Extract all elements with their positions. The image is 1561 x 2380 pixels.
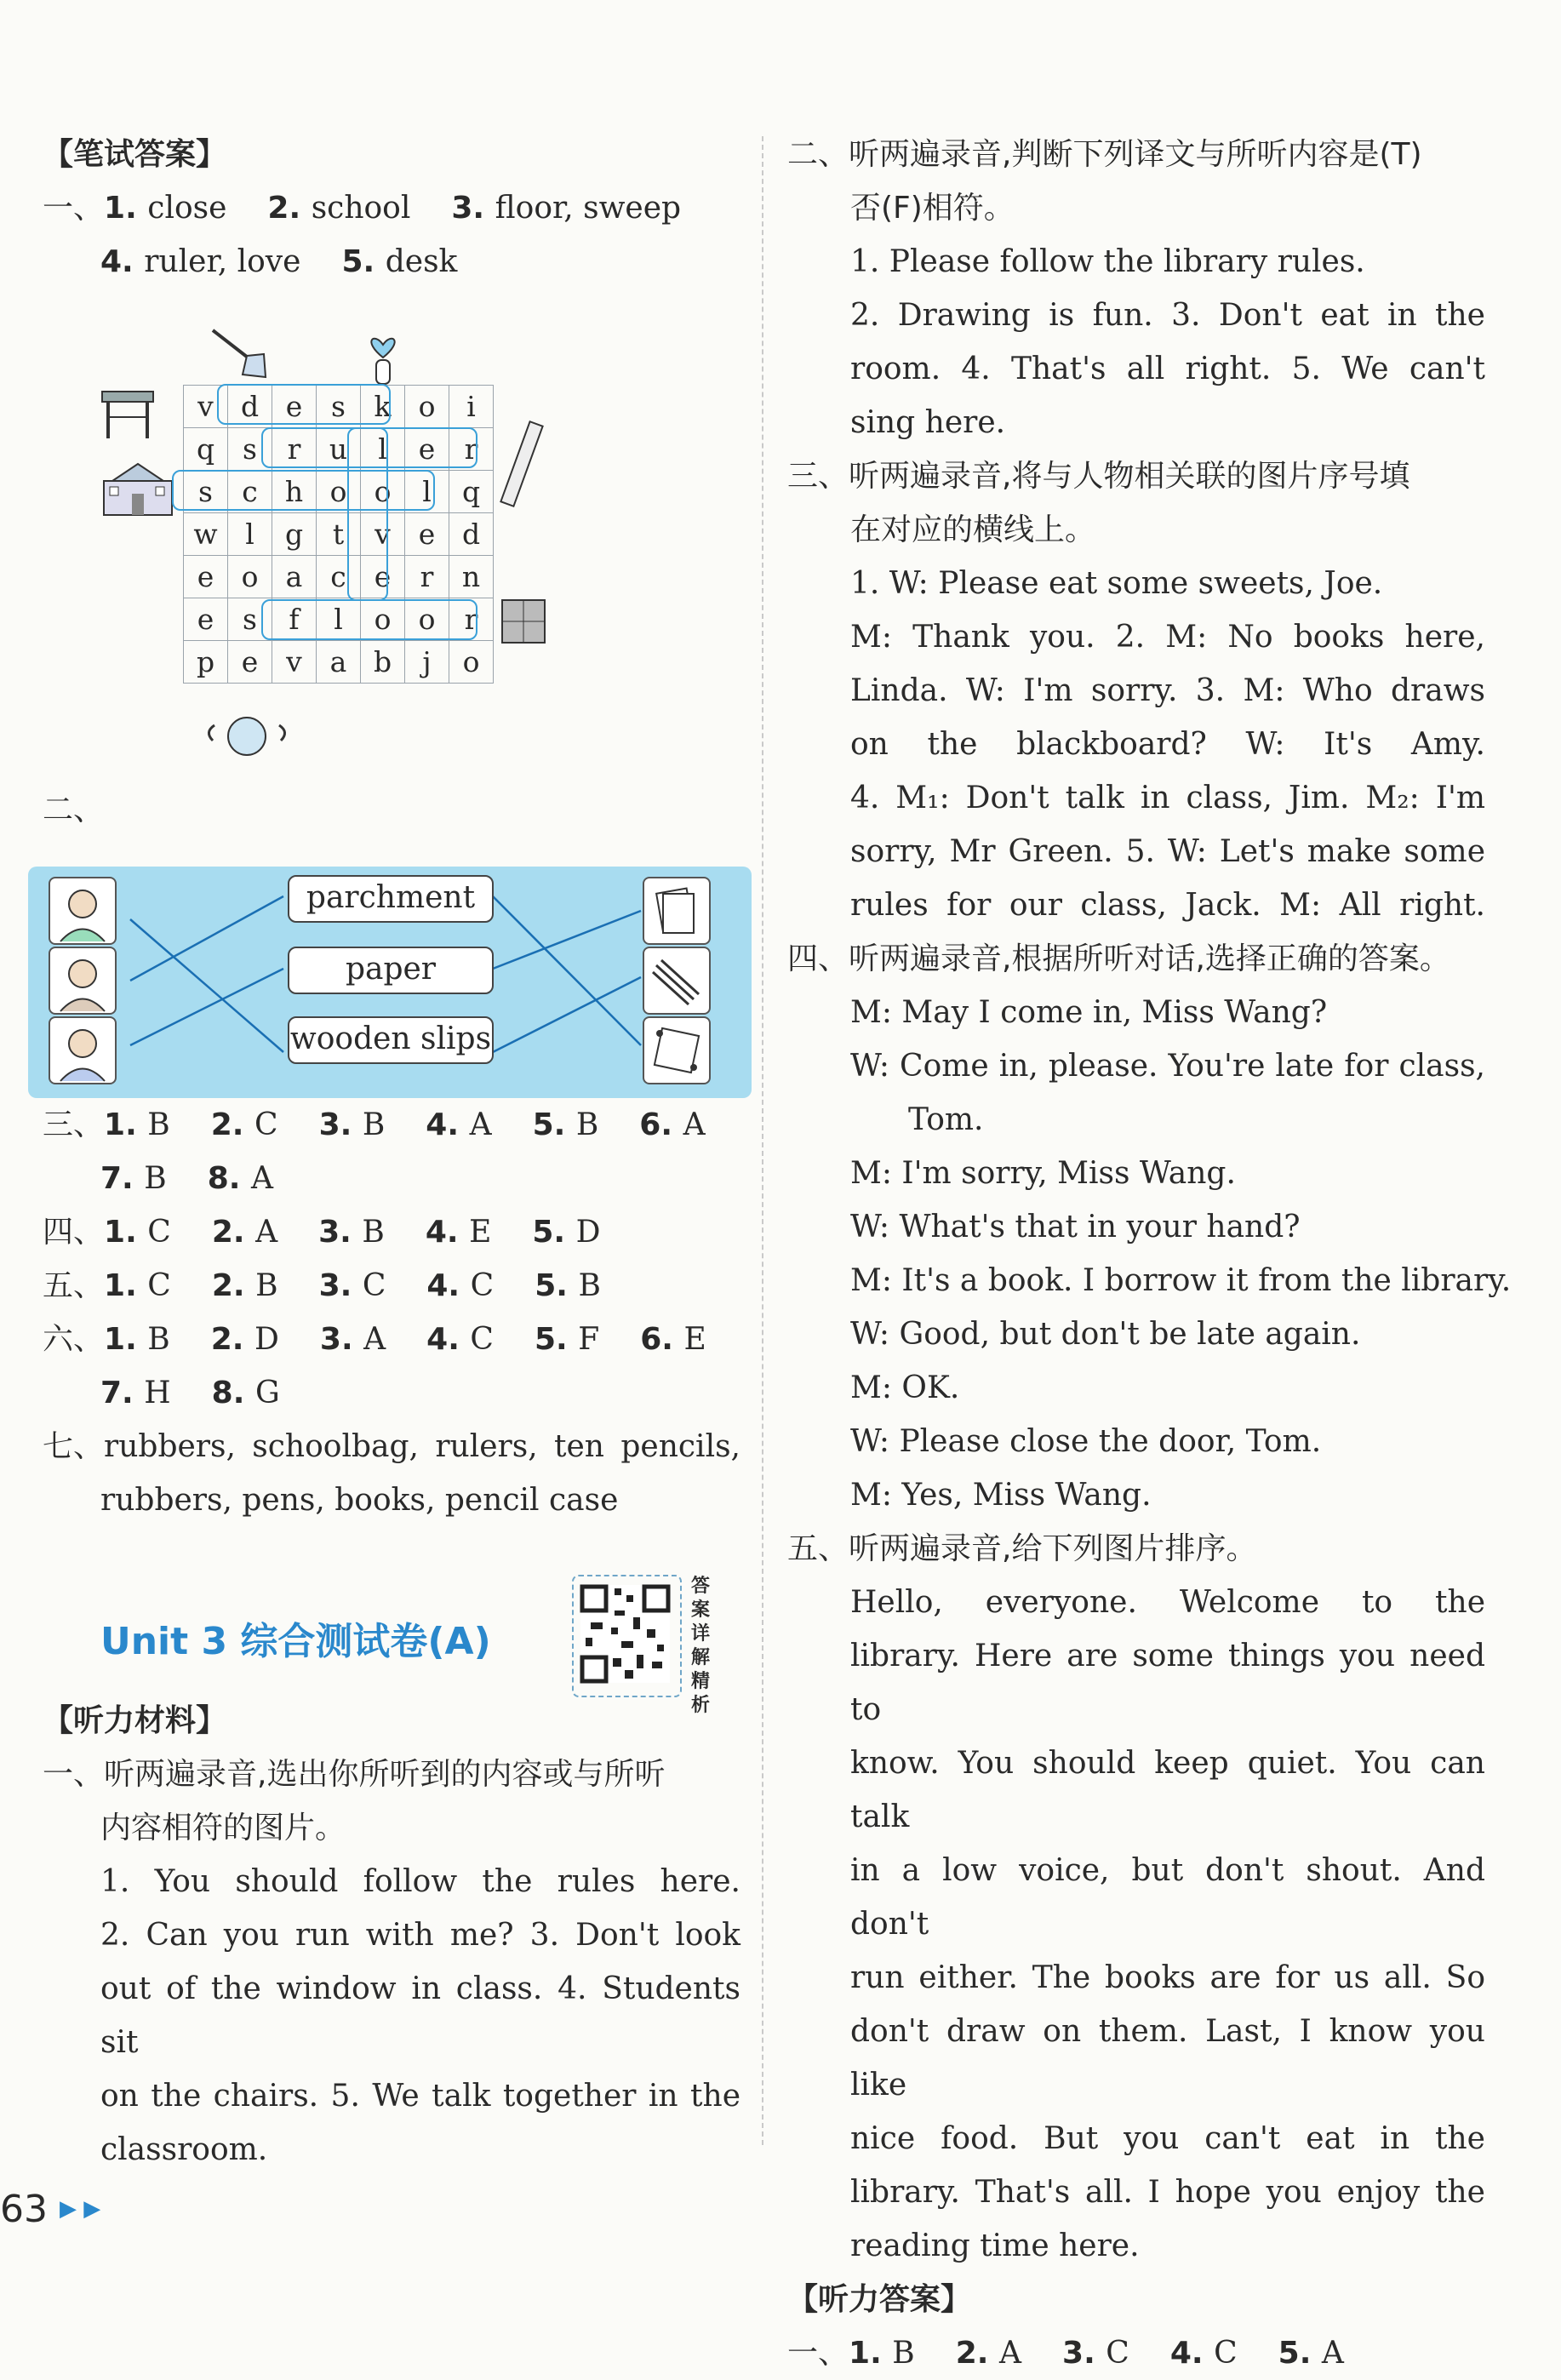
answer-number: 3. (319, 1322, 364, 1357)
answer-item (426, 1215, 492, 1250)
l3-heading-1: 三、听两遍录音,将与人物相关联的图片序号填 (787, 459, 1410, 494)
answer-number: 7. (100, 1376, 145, 1410)
ruler-icon (498, 417, 549, 511)
answer-value: E (683, 1322, 706, 1357)
answer-number: 1. (104, 1322, 148, 1357)
l2-heading-2: 否(F)相符。 (850, 191, 1015, 226)
answer-value: D (575, 1215, 601, 1250)
answer-value: C (147, 1268, 171, 1303)
answer-number: 5. (341, 244, 386, 279)
text-line: sorry, Mr Green. 5. W: Let's make some (850, 834, 1485, 869)
answer-value: B (144, 1161, 167, 1196)
l3-heading-2: 在对应的横线上。 (850, 512, 1096, 547)
answer-value: B (362, 1107, 386, 1142)
answer-value: B (255, 1268, 278, 1303)
q2-prefix: 二、 (43, 792, 105, 827)
l5-lines (787, 1576, 1485, 2273)
grid-row (184, 641, 494, 684)
written-answers-title: 【笔试答案】 (43, 137, 227, 172)
answer-item (319, 1107, 386, 1142)
answer-value: C (1106, 2336, 1129, 2371)
answer-number: 2. (955, 2336, 1000, 2371)
answer-item (211, 1107, 278, 1142)
qr-code[interactable] (572, 1575, 682, 1697)
l2-heading-1: 二、听两遍录音,判断下列译文与所听内容是(T) (787, 137, 1422, 172)
answer-value: A (255, 1215, 278, 1250)
ancient-scribe-picture (49, 947, 117, 1015)
text-line: library. That's all. I hope you enjoy the (850, 2175, 1485, 2210)
grid-cell: p (184, 641, 228, 684)
highlight-love (347, 427, 388, 601)
q6-line2 (43, 1366, 740, 1420)
parchment-scroll-picture (643, 1016, 711, 1084)
grid-cell: r (405, 556, 449, 598)
text-line: run either. The books are for us all. So (850, 1960, 1485, 1995)
left-answers-block (43, 1098, 740, 1527)
text-line: on the blackboard? W: It's Amy. (850, 727, 1485, 762)
matching-exercise (28, 867, 752, 1098)
q3-line2 (43, 1152, 740, 1205)
answer-number: 2. (211, 1215, 256, 1250)
text-line: room. 4. That's all right. 5. We can't (850, 352, 1485, 386)
answer-value: C (147, 1215, 171, 1250)
answer-item (320, 1322, 386, 1357)
text-line: 2. Can you run with me? 3. Don't look (100, 1918, 740, 1953)
l3-lines (787, 557, 1485, 932)
grid-cell: o (405, 598, 449, 641)
q3-line1: 三、1. B 2. C 3. B 4. A 5. B 6. A (43, 1107, 706, 1142)
answer-value: A (999, 2336, 1022, 2371)
answer-item (956, 2336, 1021, 2371)
grid-cell: v (361, 513, 405, 556)
text-line: in a low voice, but don't shout. And don't (850, 1853, 1485, 1942)
grid-cell: h (272, 471, 317, 513)
l1-heading-2: 内容相符的图片。 (100, 1811, 346, 1845)
answer-value: ruler, love (144, 244, 301, 279)
grid-cell: k (361, 386, 405, 428)
answer-value: desk (385, 244, 458, 279)
answer-item (640, 1322, 706, 1357)
grid-cell: d (228, 386, 272, 428)
text-line: M: Thank you. 2. M: No books here, (850, 620, 1485, 655)
answer-number: 5. (535, 1268, 579, 1303)
grid-cell: f (272, 598, 317, 641)
text-line: library. Here are some things you need to (850, 1639, 1485, 1727)
answer-value: B (578, 1268, 601, 1303)
word-search-puzzle (140, 255, 600, 775)
answer-number: 5. (1278, 2336, 1322, 2371)
text-line: know. You should keep quiet. You can talk (850, 1746, 1485, 1834)
grid-row (184, 513, 494, 556)
grid-cell: c (228, 471, 272, 513)
answer-item (533, 1107, 599, 1142)
answer-value: C (254, 1107, 278, 1142)
text-line: M: May I come in, Miss Wang? (850, 995, 1328, 1030)
answer-number: 3. (318, 1268, 363, 1303)
answer-item (535, 1268, 601, 1303)
answer-value: B (147, 1322, 170, 1357)
text-line: W: Please close the door, Tom. (850, 1424, 1322, 1459)
school-icon (100, 460, 176, 519)
word-parchment: parchment (288, 875, 494, 923)
answer-value: B (892, 2336, 915, 2371)
grid-cell: o (361, 471, 405, 513)
qr-label: 答案详解精析 (691, 1576, 711, 1716)
word-wooden-slips: wooden slips (288, 1016, 494, 1064)
text-line: 1. W: Please eat some sweets, Joe. (850, 566, 1383, 601)
answer-value: F (578, 1322, 600, 1357)
text-line: don't draw on them. Last, I know you like (850, 2014, 1485, 2103)
grid-cell: v (272, 641, 317, 684)
answer-item (849, 2336, 915, 2371)
unit-title: Unit 3 综合测试卷(A) (100, 1620, 491, 1663)
answer-value: C (1214, 2336, 1238, 2371)
text-line: Linda. W: I'm sorry. 3. M: Who draws (850, 673, 1485, 708)
answer-number: 4. (426, 1268, 471, 1303)
grid-cell: o (405, 386, 449, 428)
answer-number: 4. (1169, 2336, 1215, 2371)
answer-number: 3. (451, 191, 495, 226)
grid-cell: a (317, 641, 361, 684)
grid-cell: c (317, 556, 361, 598)
answer-item (100, 1376, 171, 1410)
answer-item (426, 1107, 491, 1142)
grid-cell: g (272, 513, 317, 556)
answer-item (104, 1107, 170, 1142)
grid-cell: s (228, 598, 272, 641)
grid-cell: j (405, 641, 449, 684)
answer-number: 6. (639, 1107, 683, 1142)
answer-number: 4. (100, 244, 145, 279)
text-line: M: I'm sorry, Miss Wang. (850, 1156, 1236, 1191)
grid-cell: q (184, 428, 228, 471)
text-line: M: It's a book. I borrow it from the library. (850, 1263, 1512, 1298)
answer-item (639, 1107, 705, 1142)
answer-number: 2. (267, 191, 312, 226)
answer-number: 1. (104, 1215, 148, 1250)
answer-value: A (1321, 2336, 1344, 2371)
answer-item (212, 1376, 280, 1410)
grid-cell: i (449, 386, 494, 428)
grid-cell: v (184, 386, 228, 428)
answer-value: C (470, 1268, 495, 1303)
paper-sheets-picture (643, 877, 711, 945)
answer-value: A (683, 1107, 706, 1142)
q7-line1: 七、 rubbers, schoolbag, rulers, ten pencils, (43, 1429, 740, 1464)
answer-value: H (144, 1376, 171, 1410)
answer-item (208, 1161, 273, 1196)
grid-cell: e (405, 513, 449, 556)
floor-tile-icon (498, 596, 549, 647)
bamboo-slips-picture (643, 947, 711, 1015)
answer-number: 4. (426, 1322, 471, 1357)
grid-cell: b (361, 641, 405, 684)
text-line: Hello, everyone. Welcome to the (850, 1585, 1485, 1620)
text-line: 1. Please follow the library rules. (850, 244, 1365, 279)
grid-cell: r (272, 428, 317, 471)
answer-number: 5. (534, 1322, 579, 1357)
answer-item (104, 191, 226, 226)
answer-value: A (363, 1322, 386, 1357)
answer-item (211, 1322, 279, 1357)
grid-cell: a (272, 556, 317, 598)
q6-line1: 六、1. B 2. D 3. A 4. C 5. F 6. E (43, 1322, 706, 1357)
grid-cell: e (361, 556, 405, 598)
grid-row (184, 556, 494, 598)
answer-value: G (254, 1376, 280, 1410)
answer-number: 4. (426, 1107, 470, 1142)
grid-cell: s (228, 428, 272, 471)
l1-lines (43, 1855, 740, 2177)
text-line: 4. M₁: Don't talk in class, Jim. M₂: I'm (850, 781, 1485, 815)
answer-value: A (469, 1107, 492, 1142)
text-line: on the chairs. 5. We talk together in the (100, 2079, 740, 2114)
heart-hand-icon (357, 328, 409, 387)
answer-item (1062, 2336, 1129, 2371)
answer-item (451, 191, 681, 226)
answer-item (319, 1268, 386, 1303)
answer-item (104, 1322, 170, 1357)
grid-cell: r (449, 428, 494, 471)
answer-item (426, 1322, 494, 1357)
text-line: reading time here. (850, 2228, 1140, 2263)
answer-value: A (251, 1161, 273, 1196)
grid-cell: d (449, 513, 494, 556)
answer-item (1170, 2336, 1238, 2371)
answer-value: C (362, 1268, 386, 1303)
text-line: W: Good, but don't be late again. (850, 1317, 1361, 1352)
answer-value: close (147, 191, 227, 226)
answer-item (100, 1161, 167, 1196)
grid-cell: l (228, 513, 272, 556)
q4-line1: 四、1. C 2. A 3. B 4. E 5. D (43, 1215, 601, 1250)
answer-item (426, 1268, 494, 1303)
text-line: 1. You should follow the rules here. (100, 1864, 740, 1899)
broom-icon (204, 322, 272, 381)
answer-number: 2. (210, 1107, 255, 1142)
highlight-school (172, 470, 435, 511)
listening-title: 【听力材料】 (43, 1703, 227, 1738)
answer-value: school (311, 191, 411, 226)
text-line: nice food. But you can't eat in the (850, 2121, 1485, 2156)
grid-cell: l (361, 428, 405, 471)
text-line: sing here. (850, 405, 1006, 440)
l4-heading: 四、听两遍录音,根据所听对话,选择正确的答案。 (787, 941, 1450, 976)
grid-cell: w (184, 513, 228, 556)
answer-number: 8. (211, 1376, 255, 1410)
grid-cell: r (449, 598, 494, 641)
grid-cell: e (184, 598, 228, 641)
q1-line1: 一、1. close 2. school 3. floor, sweep (43, 191, 682, 226)
l5-heading: 五、听两遍录音,给下列图片排序。 (787, 1531, 1257, 1566)
grid-cell: o (228, 556, 272, 598)
text-line: 2. Drawing is fun. 3. Don't eat in the (850, 298, 1485, 333)
grid-cell: o (317, 471, 361, 513)
text-line: classroom. (100, 2132, 268, 2167)
answer-value: D (254, 1322, 279, 1357)
right-column (787, 128, 1512, 2380)
answer-value: B (362, 1215, 385, 1250)
qr-code-icon (574, 1576, 677, 1692)
grid-cell: o (361, 598, 405, 641)
ancient-writer-picture (49, 1016, 117, 1084)
grid-cell: e (228, 641, 272, 684)
answer-value: E (469, 1215, 492, 1250)
q5-line1: 五、1. C 2. B 3. C 4. C 5. B (43, 1268, 601, 1303)
answer-value: B (575, 1107, 599, 1142)
text-line: out of the window in class. 4. Students sit (100, 1971, 740, 2060)
highlight-desk (217, 384, 391, 425)
grid-cell: n (449, 556, 494, 598)
answer-item (212, 1268, 278, 1303)
answer-number: 3. (318, 1215, 363, 1250)
text-line: M: OK. (850, 1370, 960, 1405)
word-paper: paper (288, 947, 494, 994)
answer-value: floor, sweep (495, 191, 682, 226)
q7-line2: rubbers, pens, books, pencil case (100, 1483, 619, 1518)
answer-number: 1. (104, 191, 148, 226)
answer-item (104, 1268, 171, 1303)
grid-cell: q (449, 471, 494, 513)
grid-cell: l (405, 471, 449, 513)
answer-item (104, 1215, 171, 1250)
answer-number: 2. (210, 1322, 255, 1357)
answer-number: 3. (1062, 2336, 1106, 2371)
grid-cell: u (317, 428, 361, 471)
highlight-floor (261, 599, 477, 640)
answer-value: C (470, 1322, 494, 1357)
answer-number: 1. (104, 1268, 148, 1303)
l4-lines (787, 986, 1512, 1522)
grid-cell: e (184, 556, 228, 598)
text-line: W: What's that in your hand? (850, 1210, 1301, 1244)
answer-item (535, 1322, 599, 1357)
answer-number: 3. (318, 1107, 363, 1142)
love-icon (196, 707, 298, 766)
page-number: 63 (0, 2188, 48, 2231)
column-divider (762, 136, 763, 2145)
text-line: rules for our class, Jack. M: All right. (850, 888, 1485, 923)
answer-number: 6. (640, 1322, 684, 1357)
grid-cell: e (405, 428, 449, 471)
answer-number: 7. (100, 1161, 145, 1196)
grid-cell: s (317, 386, 361, 428)
text-line: Tom. (908, 1102, 984, 1137)
listening-answers-title: 【听力答案】 (787, 2282, 972, 2317)
l2-lines (787, 235, 1485, 449)
desk-icon (98, 383, 157, 443)
grid-cell: o (449, 641, 494, 684)
answer-item (212, 1215, 277, 1250)
text-line: M: Yes, Miss Wang. (850, 1478, 1152, 1513)
answer-item (1278, 2336, 1344, 2371)
next-arrow-icon: ▶ ▶ (60, 2196, 101, 2222)
answer-item (267, 191, 410, 226)
answer-item (532, 1215, 600, 1250)
answer-item (318, 1215, 385, 1250)
grid-cell: e (272, 386, 317, 428)
listening-material-block (43, 1694, 740, 2177)
la-line1: 一、1. B 2. A 3. C 4. C 5. A (787, 2336, 1344, 2371)
answer-number: 1. (849, 2336, 893, 2371)
ancient-scholar-picture (49, 877, 117, 945)
answer-value: B (147, 1107, 170, 1142)
l1-heading-1: 一、听两遍录音,选出你所听到的内容或与所听 (43, 1757, 666, 1792)
answer-number: 2. (211, 1268, 256, 1303)
answer-number: 5. (532, 1107, 576, 1142)
grid-cell: l (317, 598, 361, 641)
answer-number: 4. (425, 1215, 470, 1250)
text-line: W: Come in, please. You're late for class, (850, 1049, 1485, 1084)
answer-number: 1. (104, 1107, 148, 1142)
grid-cell: s (184, 471, 228, 513)
answer-number: 8. (207, 1161, 251, 1196)
grid-cell: t (317, 513, 361, 556)
answer-number: 5. (532, 1215, 576, 1250)
